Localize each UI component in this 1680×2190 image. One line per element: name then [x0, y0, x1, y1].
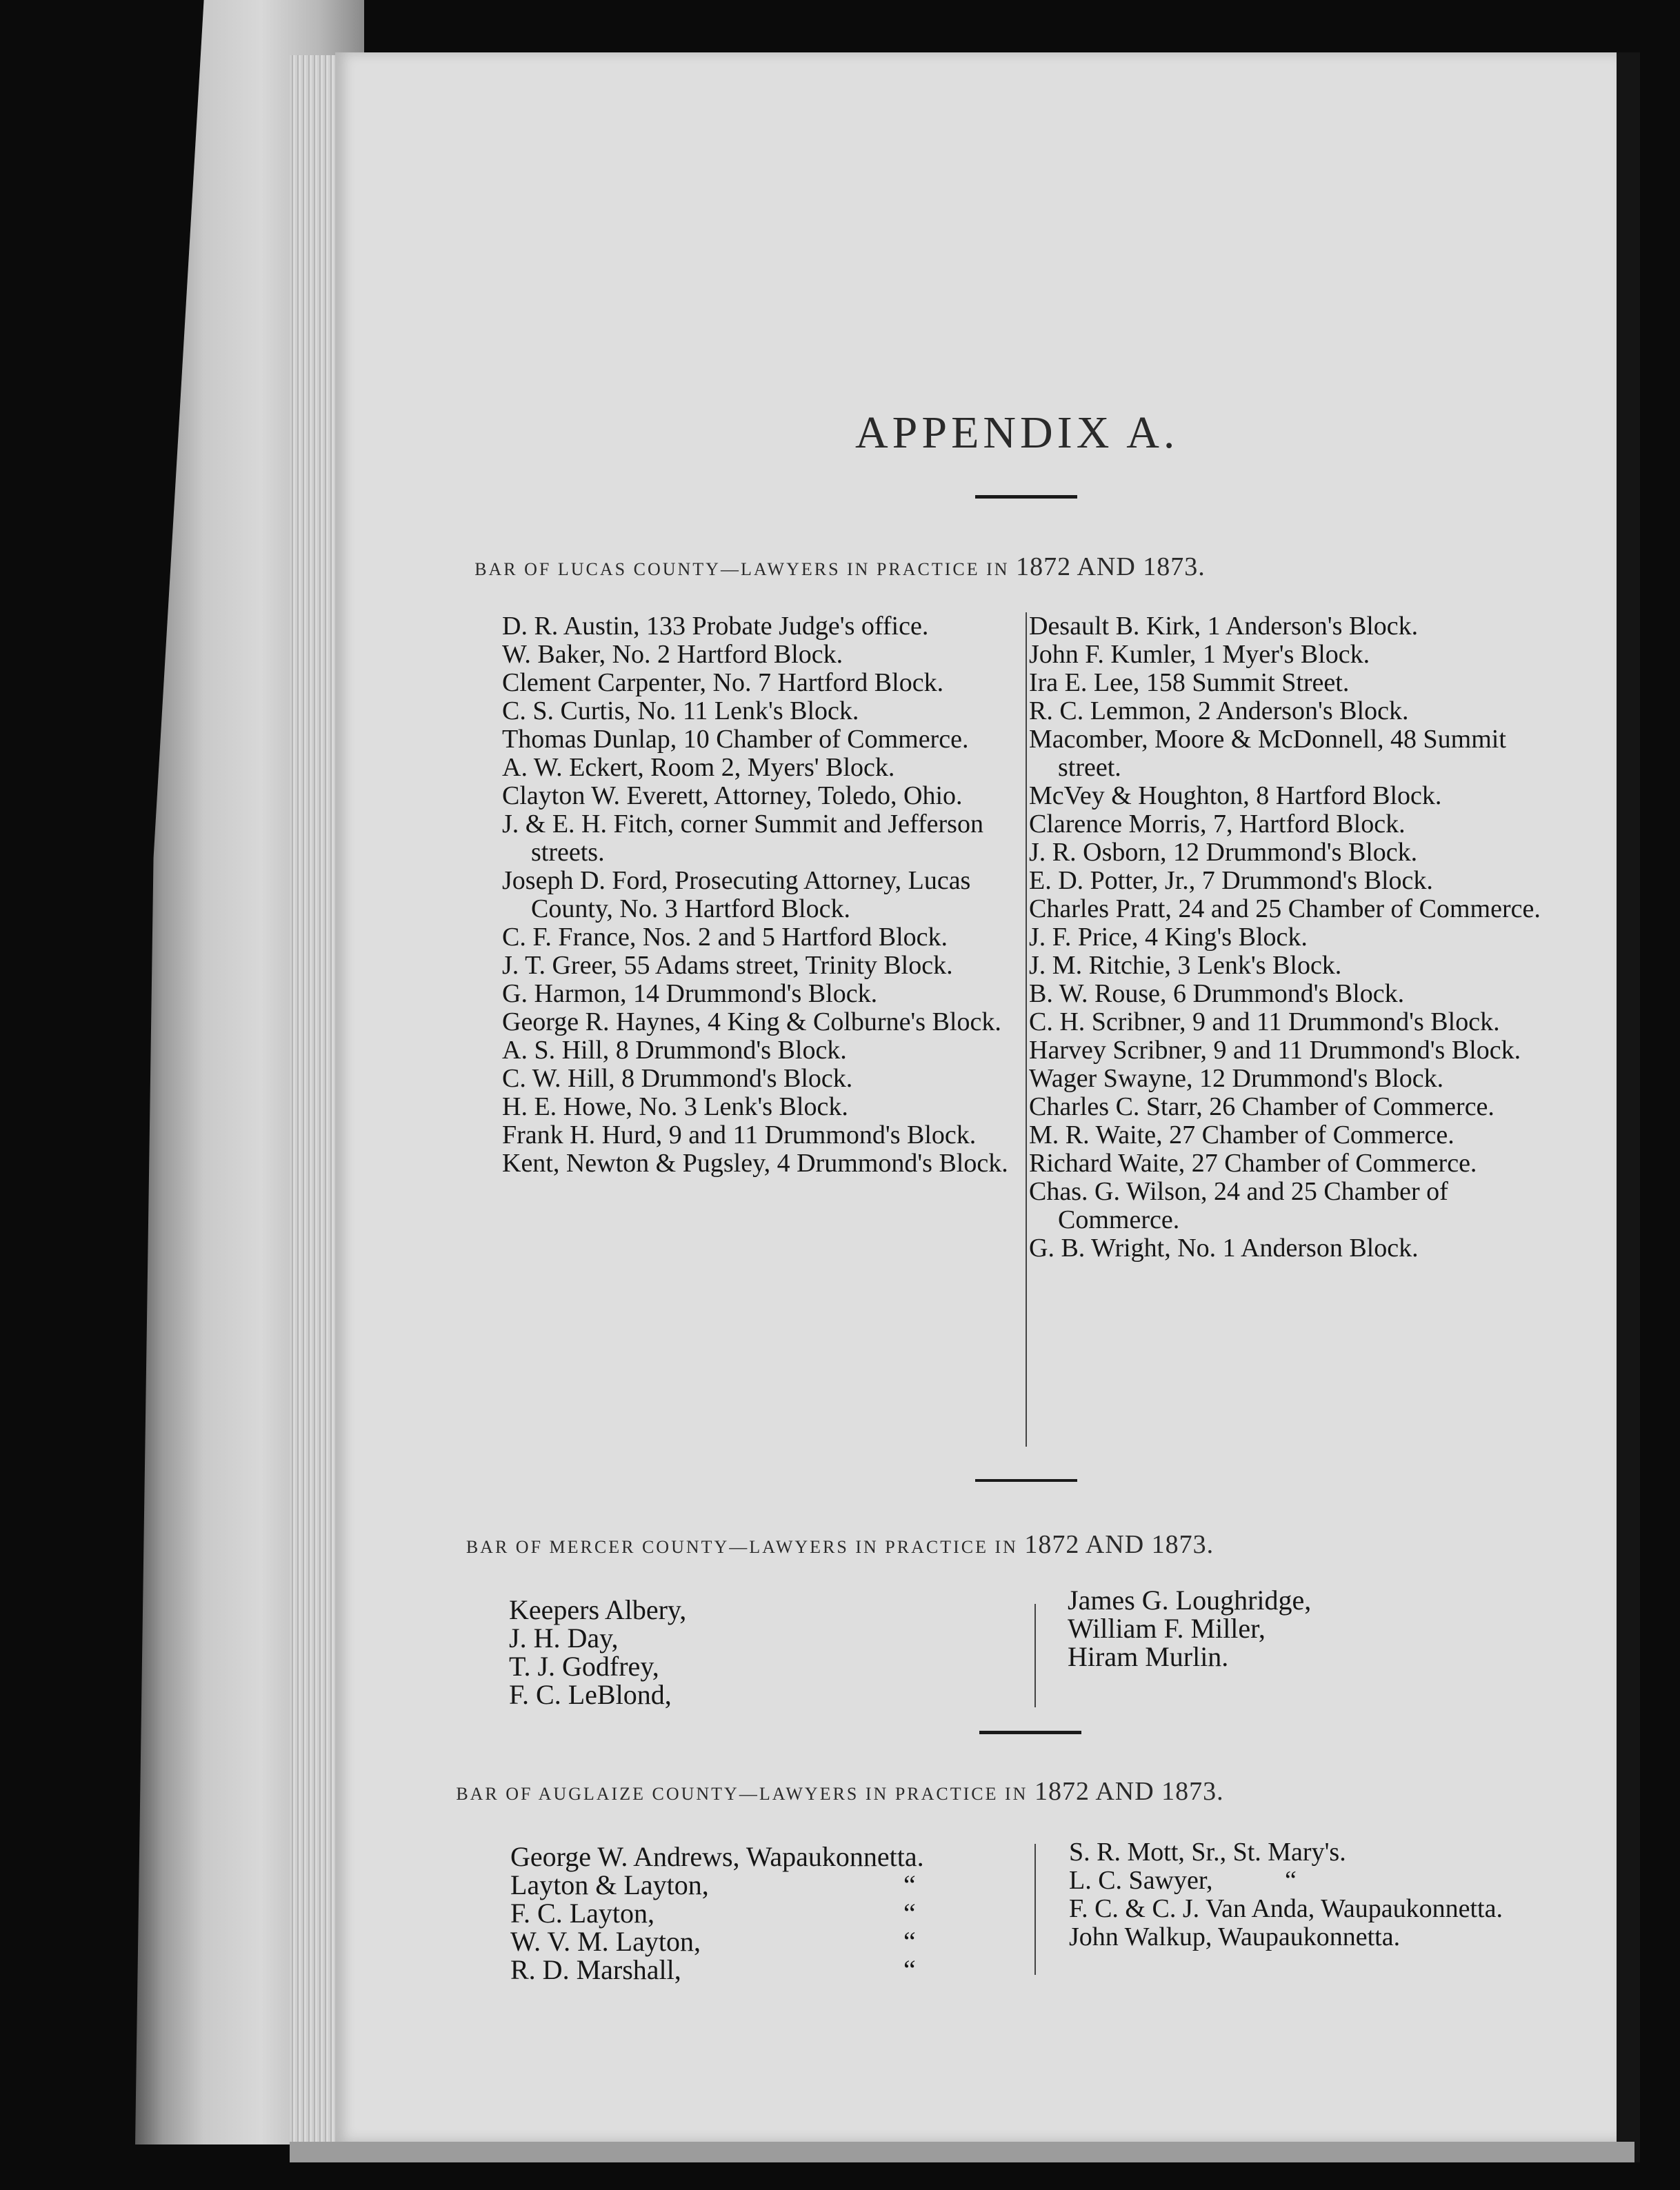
lawyer-entry: G. B. Wright, No. 1 Anderson Block.	[1029, 1234, 1419, 1263]
lawyer-entry: A. W. Eckert, Room 2, Myers' Block.	[502, 753, 895, 782]
section-heading-text: BAR OF LUCAS COUNTY—LAWYERS IN PRACTICE IN	[474, 559, 1010, 579]
lawyer-entry: Kent, Newton & Pugsley, 4 Drummond's Block.	[502, 1149, 1008, 1178]
lawyer-entry: L. C. Sawyer, “	[1069, 1866, 1297, 1895]
page-title: APPENDIX A.	[855, 408, 1179, 458]
lawyer-entry: James G. Loughridge,	[1068, 1585, 1312, 1616]
lawyer-entry: F. C. & C. J. Van Anda, Waupaukonnetta.	[1069, 1894, 1503, 1923]
lawyer-entry: B. W. Rouse, 6 Drummond's Block.	[1029, 979, 1405, 1008]
lawyer-entry: C. W. Hill, 8 Drummond's Block.	[502, 1064, 853, 1093]
lawyer-entry: J. F. Price, 4 King's Block.	[1029, 923, 1308, 952]
lawyer-entry: Keepers Albery,	[509, 1594, 687, 1625]
lawyer-entry: S. R. Mott, Sr., St. Mary's.	[1069, 1838, 1346, 1867]
lawyer-entry	[510, 1842, 1008, 1871]
ditto-mark: “	[903, 1869, 916, 1900]
title-rule	[975, 495, 1077, 499]
lawyer-entry	[510, 1956, 1008, 1984]
section-heading-auglaize	[0, 1776, 1680, 1807]
lawyer-entry: M. R. Waite, 27 Chamber of Commerce.	[1029, 1121, 1454, 1149]
section-heading-text: BAR OF AUGLAIZE COUNTY—LAWYERS IN PRACTICE IN	[456, 1784, 1028, 1804]
lawyer-entry: F. C. LeBlond,	[509, 1679, 672, 1710]
lawyer-name: F. C. Layton,	[510, 1898, 655, 1929]
page-bottom-edge	[290, 2142, 1634, 2162]
lawyer-entry: Frank H. Hurd, 9 and 11 Drummond's Block.	[502, 1121, 977, 1149]
lawyer-entry: Clayton W. Everett, Attorney, Toledo, Ohio.	[502, 781, 963, 810]
lawyer-entry: H. E. Howe, No. 3 Lenk's Block.	[502, 1092, 848, 1121]
lawyer-entry: Thomas Dunlap, 10 Chamber of Commerce.	[502, 725, 969, 754]
lawyer-name: Layton & Layton,	[510, 1869, 709, 1900]
mercer-right-column	[1068, 1586, 1550, 1671]
lawyer-entry: Charles Pratt, 24 and 25 Chamber of Commerce.	[1029, 894, 1541, 923]
lawyer-entry: Macomber, Moore & McDonnell, 48 Summit street.	[1029, 725, 1506, 782]
lawyer-entry: William F. Miller,	[1068, 1613, 1266, 1644]
lawyer-entry: C. H. Scribner, 9 and 11 Drummond's Block.	[1029, 1007, 1500, 1036]
lawyer-entry: Richard Waite, 27 Chamber of Commerce.	[1029, 1149, 1477, 1178]
auglaize-right-column	[1069, 1838, 1552, 1951]
ditto-mark: “	[903, 1954, 916, 1985]
lawyer-entry: McVey & Houghton, 8 Hartford Block.	[1029, 781, 1442, 810]
lawyer-entry: W. Baker, No. 2 Hartford Block.	[502, 640, 843, 669]
lawyer-name: George W. Andrews, Wapaukonnetta.	[510, 1841, 924, 1872]
lawyer-entry: Clarence Morris, 7, Hartford Block.	[1029, 810, 1406, 838]
mercer-left-column	[509, 1596, 992, 1709]
lawyer-entry: J. R. Osborn, 12 Drummond's Block.	[1029, 838, 1418, 867]
lawyer-entry: C. F. France, Nos. 2 and 5 Hartford Block.	[502, 923, 948, 952]
lawyer-entry: J. M. Ritchie, 3 Lenk's Block.	[1029, 951, 1342, 980]
section-heading-years: 1872 AND 1873.	[1034, 1777, 1224, 1806]
lawyer-entry: J. T. Greer, 55 Adams street, Trinity Block.	[502, 951, 953, 980]
lawyer-entry: T. J. Godfrey,	[509, 1651, 659, 1682]
section-heading-lucas	[0, 552, 1680, 582]
lawyer-entry: Chas. G. Wilson, 24 and 25 Chamber of Commerce.	[1029, 1177, 1448, 1234]
lawyer-entry: George R. Haynes, 4 King & Colburne's Block.	[502, 1007, 1001, 1036]
lawyer-name: W. V. M. Layton,	[510, 1926, 701, 1957]
section-rule	[979, 1731, 1081, 1734]
lawyer-entry: D. R. Austin, 133 Probate Judge's office.	[502, 612, 929, 641]
lawyer-entry: Clement Carpenter, No. 7 Hartford Block.	[502, 668, 944, 697]
lawyer-entry: Joseph D. Ford, Prosecuting Attorney, Lucas County, No. 3 Hartford Block.	[502, 866, 971, 923]
lawyer-entry	[510, 1927, 1008, 1956]
lawyer-entry: A. S. Hill, 8 Drummond's Block.	[502, 1036, 847, 1065]
lawyer-entry: John Walkup, Waupaukonnetta.	[1069, 1922, 1401, 1951]
lucas-right-column	[1029, 612, 1543, 1263]
lawyer-entry: C. S. Curtis, No. 11 Lenk's Block.	[502, 696, 859, 725]
lawyer-entry: Charles C. Starr, 26 Chamber of Commerce.	[1029, 1092, 1494, 1121]
section-rule	[975, 1479, 1077, 1482]
lucas-left-column	[502, 612, 1012, 1178]
lawyer-entry: Hiram Murlin.	[1068, 1641, 1229, 1672]
column-divider	[1034, 1604, 1036, 1707]
lawyer-entry	[510, 1871, 1008, 1899]
lawyer-entry: R. C. Lemmon, 2 Anderson's Block.	[1029, 696, 1409, 725]
ditto-mark: “	[903, 1898, 916, 1929]
lawyer-entry: Desault B. Kirk, 1 Anderson's Block.	[1029, 612, 1419, 641]
section-heading-text: BAR OF MERCER COUNTY—LAWYERS IN PRACTICE IN	[466, 1537, 1018, 1557]
lawyer-entry: J. H. Day,	[509, 1623, 619, 1654]
auglaize-left-column	[510, 1842, 1008, 1984]
column-divider	[1026, 612, 1027, 1447]
section-heading-years: 1872 AND 1873.	[1024, 1530, 1214, 1559]
lawyer-entry: G. Harmon, 14 Drummond's Block.	[502, 979, 878, 1008]
lawyer-entry: Ira E. Lee, 158 Summit Street.	[1029, 668, 1350, 697]
section-heading-years: 1872 AND 1873.	[1016, 552, 1206, 581]
lawyer-name: R. D. Marshall,	[510, 1954, 681, 1985]
lawyer-entry: E. D. Potter, Jr., 7 Drummond's Block.	[1029, 866, 1433, 895]
lawyer-entry: Wager Swayne, 12 Drummond's Block.	[1029, 1064, 1444, 1093]
lawyer-entry: J. & E. H. Fitch, corner Summit and Jefferson streets.	[502, 810, 983, 867]
facing-page-edge	[1617, 52, 1640, 2162]
section-heading-mercer	[0, 1529, 1680, 1560]
lawyer-entry: John F. Kumler, 1 Myer's Block.	[1029, 640, 1370, 669]
lawyer-entry	[510, 1899, 1008, 1927]
lawyer-entry: Harvey Scribner, 9 and 11 Drummond's Block.	[1029, 1036, 1521, 1065]
column-divider	[1034, 1844, 1036, 1975]
ditto-mark: “	[903, 1926, 916, 1957]
